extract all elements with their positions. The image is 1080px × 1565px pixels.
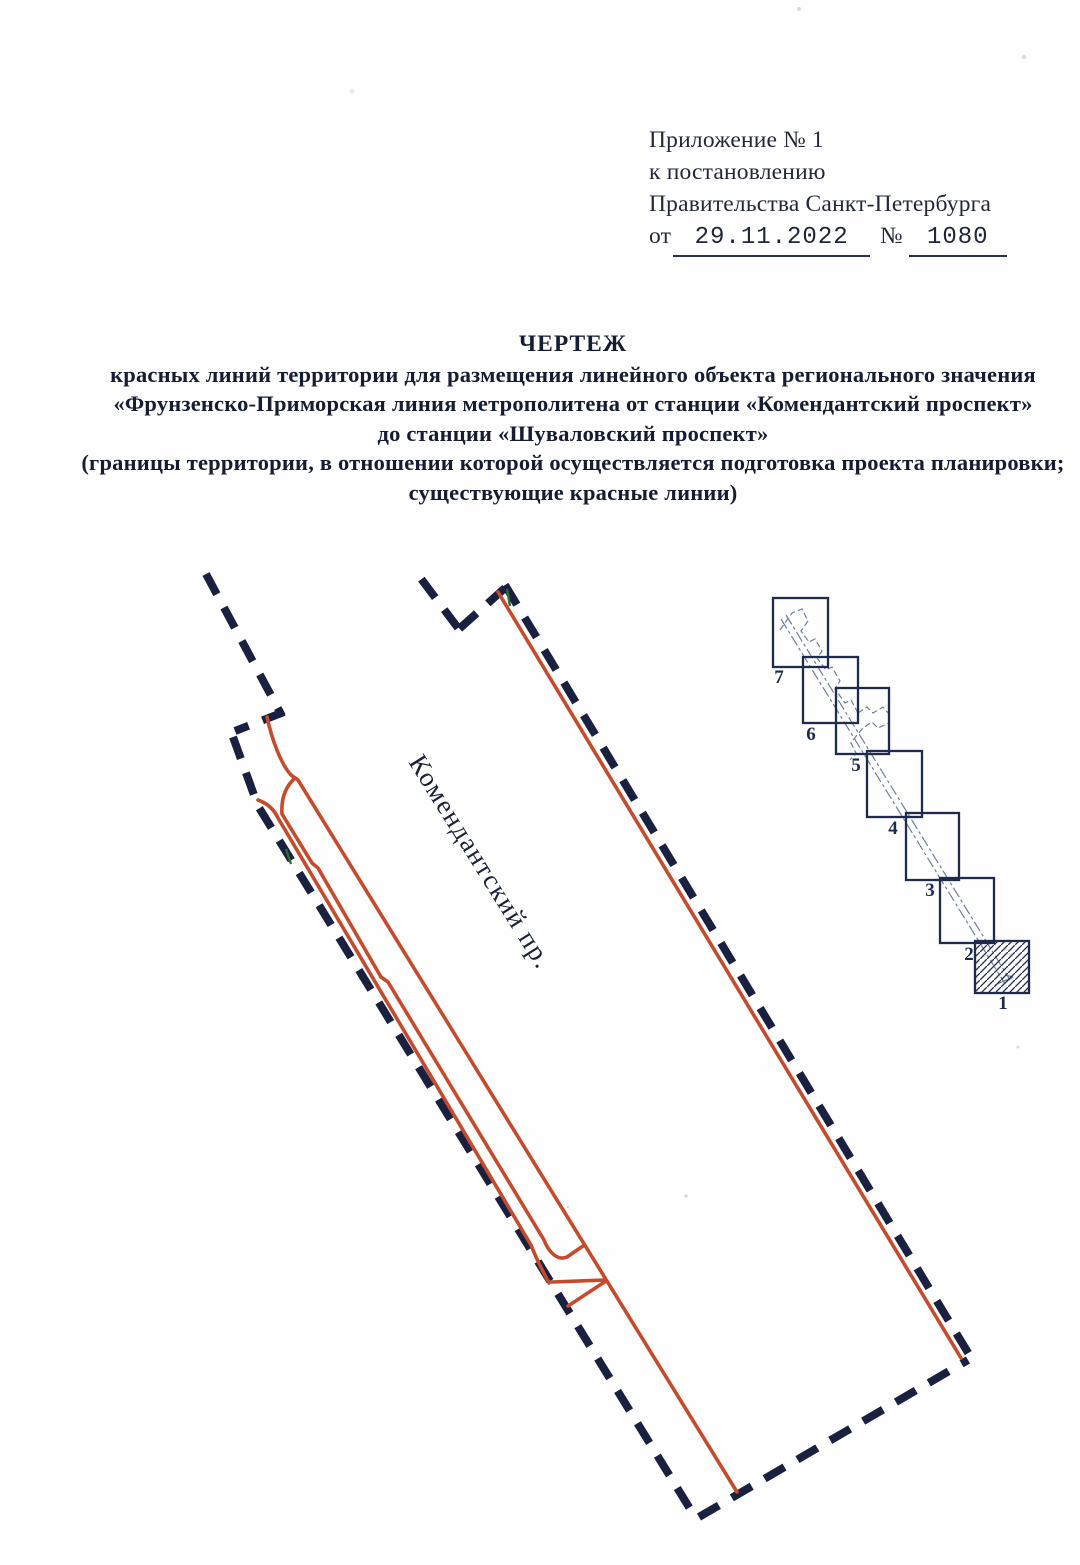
index-sheet-frames	[773, 598, 1029, 993]
title-line-2: красных линий территории для размещения линейного объекта регионального значения	[110, 361, 1036, 387]
sheet-number-4: 4	[888, 818, 898, 839]
territory-boundary-dashed	[206, 574, 970, 1517]
speckle	[349, 88, 354, 93]
sheet-number-7: 7	[774, 667, 784, 688]
red-line-west-inner	[267, 717, 737, 1492]
annex-line-2: к постановлению	[649, 159, 826, 185]
green-line-fragments	[286, 589, 510, 864]
sheet-frame-4	[867, 751, 922, 817]
index-sheet-numbers	[774, 667, 1008, 1014]
red-line-median-west	[282, 778, 583, 1258]
sheet-number-1: 1	[998, 993, 1008, 1014]
boundary-east-edge	[505, 585, 970, 1356]
boundary-upper-right-edge	[419, 576, 458, 628]
sheet-index-map	[773, 598, 1029, 1014]
sheet-number-3: 3	[925, 880, 935, 901]
title-line-5: (границы территории, в отношении которой осуществляется подготовка проекта планировки;	[81, 450, 1065, 476]
street-label-komendantsky: Комендантский пр.	[402, 749, 559, 975]
index-corridor-line-east	[786, 615, 1010, 980]
sheet-frame-5	[836, 688, 889, 754]
sheet-number-2: 2	[964, 944, 974, 965]
sheet-number-6: 6	[806, 724, 816, 745]
boundary-south-edge	[699, 1360, 968, 1517]
boundary-upper-left-edge	[206, 574, 282, 716]
speckle	[1022, 55, 1026, 59]
speckle	[797, 7, 801, 11]
annex-line-3: Правительства Санкт-Петербурга	[649, 191, 992, 217]
boundary-left-notch	[235, 712, 284, 731]
speckle	[1017, 1046, 1020, 1049]
red-line-connector-lower	[568, 1281, 606, 1306]
annex-from-label: от	[649, 223, 672, 249]
annex-line-1: Приложение № 1	[649, 127, 824, 153]
index-territory-outline	[780, 609, 858, 713]
title-line-6: существующие красные линии)	[408, 479, 738, 505]
index-corridor-lines	[780, 609, 1013, 985]
red-line-east	[498, 592, 961, 1358]
speckle	[684, 1194, 688, 1198]
annex-number-value: 1080	[909, 222, 1007, 257]
title-line-3: «Фрунзенско-Приморская линия метрополитена от станции «Комендантский проспект»	[113, 391, 1033, 417]
title-line-4: до станции «Шуваловский проспект»	[377, 420, 769, 446]
speckle	[567, 1206, 569, 1208]
index-corridor-line-west	[781, 619, 1005, 984]
sheet-frame-1-current	[975, 941, 1029, 993]
existing-red-lines	[258, 592, 961, 1492]
annex-date-value: 29.11.2022	[673, 222, 870, 257]
red-line-connector-upper	[552, 1280, 606, 1282]
annex-number-sign: №	[880, 223, 903, 249]
title-line-1: ЧЕРТЕЖ	[518, 331, 628, 357]
sheet-number-5: 5	[851, 755, 861, 776]
